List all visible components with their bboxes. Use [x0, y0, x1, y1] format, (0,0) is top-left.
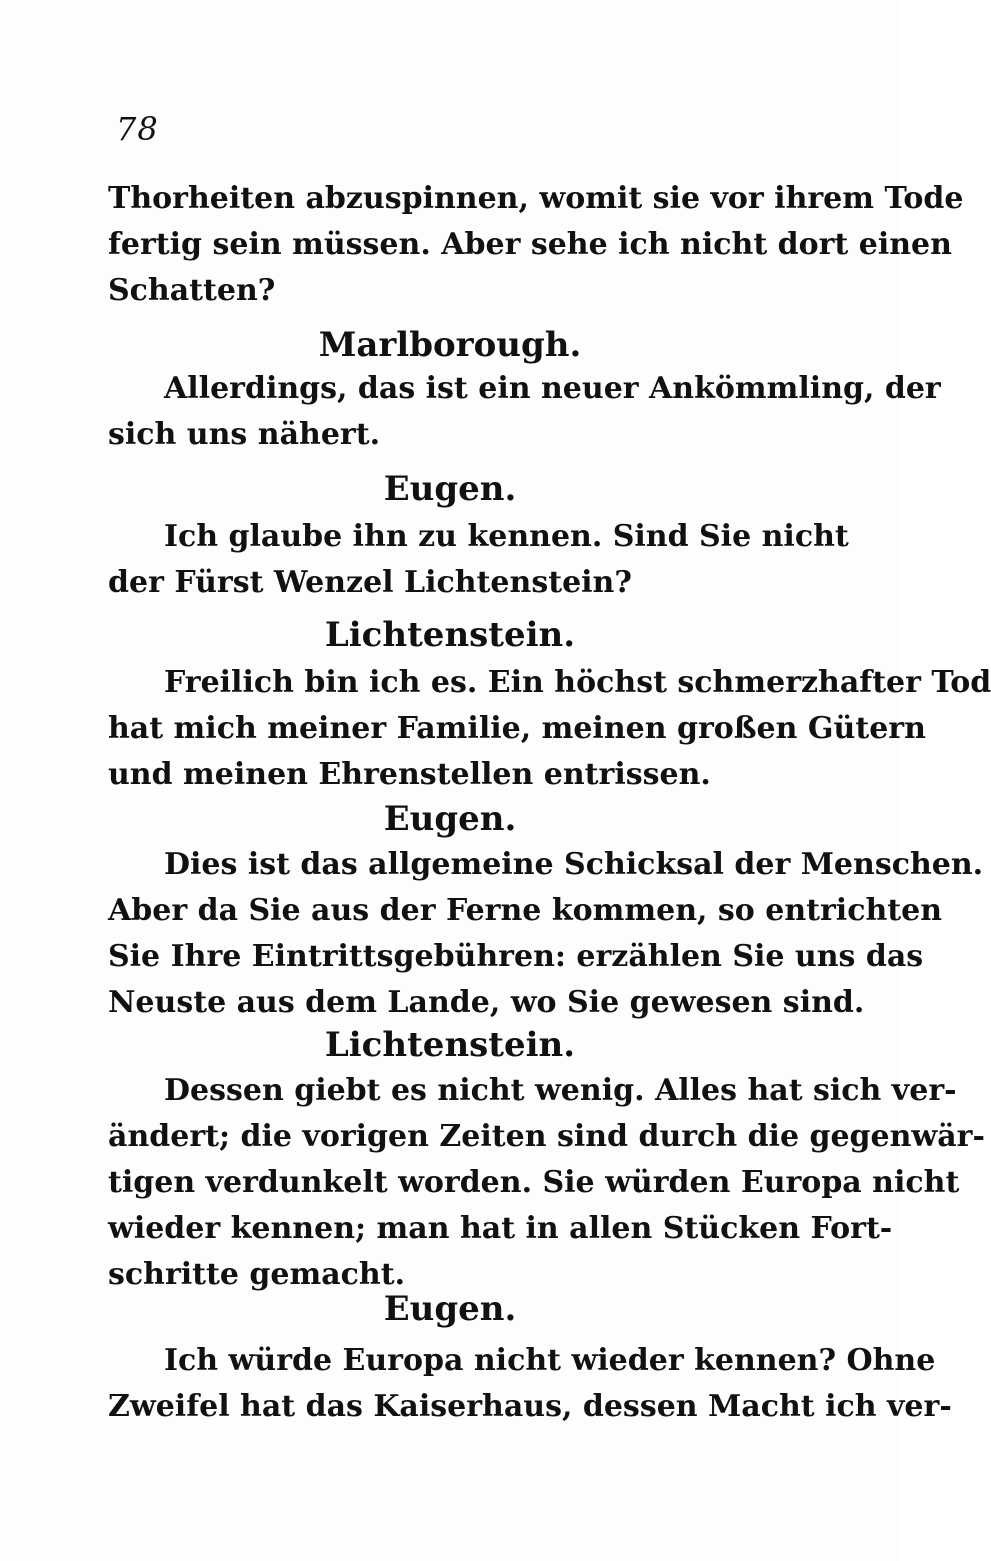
text-line: Dies ist das allgemeine Schicksal der Menschen.: [164, 847, 984, 882]
page-number: 78: [116, 110, 159, 148]
text-line: tigen verdunkelt worden. Sie würden Europa nicht: [108, 1165, 960, 1200]
text-line: Thorheiten abzuspinnen, womit sie vor ihrem Tode: [108, 181, 964, 216]
text-line: Aber da Sie aus der Ferne kommen, so entrichten: [108, 893, 943, 928]
text-line: Ich würde Europa nicht wieder kennen? Ohne: [164, 1343, 936, 1378]
speaker-heading-lichtenstein: Lichtenstein.: [324, 615, 576, 655]
text-line: Neuste aus dem Lande, wo Sie gewesen sind.: [108, 985, 865, 1020]
speaker-heading-lichtenstein: Lichtenstein.: [324, 1025, 576, 1065]
text-line: sich uns nähert.: [108, 417, 381, 452]
text-line: fertig sein müssen. Aber sehe ich nicht dort einen: [108, 227, 952, 262]
speech-paragraph-1: [108, 176, 964, 314]
speech-paragraph-4: [108, 660, 991, 798]
speech-paragraph-6: [108, 1068, 985, 1298]
speech-paragraph-5: [108, 842, 984, 1026]
text-line: Schatten?: [108, 273, 276, 308]
speaker-heading-eugen: Eugen.: [383, 469, 517, 509]
speech-paragraph-3: [108, 514, 849, 606]
speaker-heading-eugen: Eugen.: [383, 799, 517, 839]
text-line: wieder kennen; man hat in allen Stücken Fort-: [108, 1211, 893, 1246]
text-line: Zweifel hat das Kaiserhaus, dessen Macht ich ver-: [108, 1389, 952, 1424]
speech-paragraph-2: [108, 366, 941, 458]
text-line: Freilich bin ich es. Ein höchst schmerzhafter Tod: [164, 665, 991, 700]
speech-paragraph-7: [108, 1338, 952, 1430]
speaker-heading-marlborough: Marlborough.: [318, 325, 582, 365]
text-line: Allerdings, das ist ein neuer Ankömmling, der: [164, 371, 941, 406]
speaker-heading-eugen: Eugen.: [383, 1289, 517, 1329]
text-line: und meinen Ehrenstellen entrissen.: [108, 757, 711, 792]
text-line: Sie Ihre Eintrittsgebühren: erzählen Sie uns das: [108, 939, 924, 974]
text-line: ändert; die vorigen Zeiten sind durch die gegenwär-: [108, 1119, 985, 1154]
text-line: hat mich meiner Familie, meinen großen Gütern: [108, 711, 926, 746]
text-line: der Fürst Wenzel Lichtenstein?: [108, 565, 632, 600]
text-line: Ich glaube ihn zu kennen. Sind Sie nicht: [164, 519, 849, 554]
text-line: Dessen giebt es nicht wenig. Alles hat sich ver-: [164, 1073, 957, 1108]
text-line: schritte gemacht.: [108, 1257, 406, 1292]
